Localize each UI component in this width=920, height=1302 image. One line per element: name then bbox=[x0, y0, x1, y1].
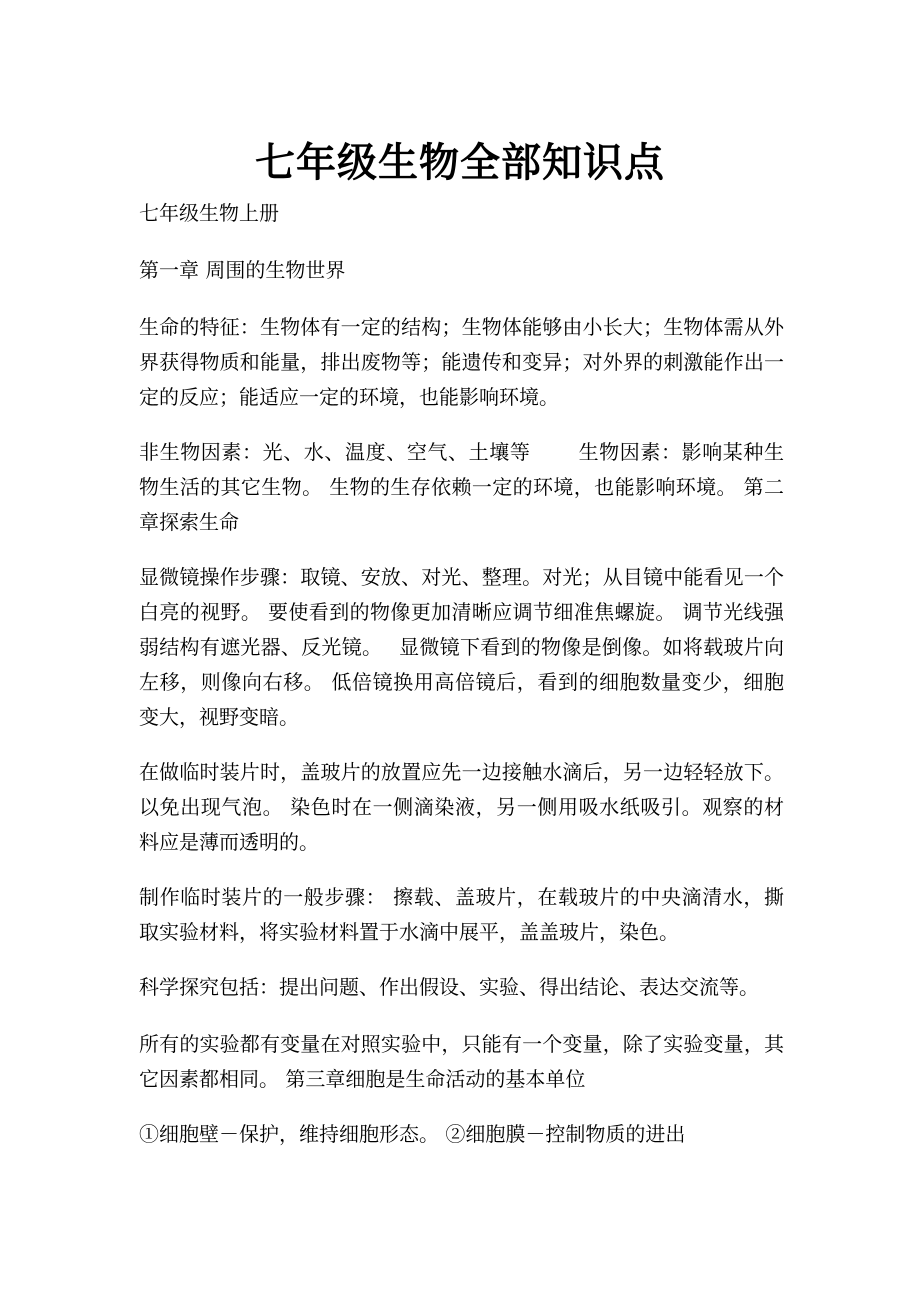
paragraph-cell-structures: ①细胞壁－保护，维持细胞形态。 ②细胞膜－控制物质的进出 bbox=[139, 1122, 686, 1146]
paragraph-scientific-inquiry: 科学探究包括：提出问题、作出假设、实验、得出结论、表达交流等。 bbox=[139, 975, 759, 999]
page-title: 七年级生物全部知识点 bbox=[255, 138, 665, 186]
paragraph-chapter-one: 第一章 周围的生物世界 bbox=[139, 258, 346, 282]
paragraph-life-characteristics: 生命的特征：生物体有一定的结构；生物体能够由小长大；生物体需从外界获得物质和能量，排出废物等；能遗传和变异；对外界的刺激能作出一定的反应；能适应一定的环境，也能影响环境。 bbox=[139, 315, 784, 409]
paragraph-variables: 所有的实验都有变量在对照实验中，只能有一个变量，除了实验变量，其它因素都相同。 第三章细胞是生命活动的基本单位 bbox=[139, 1032, 784, 1091]
document-body bbox=[139, 196, 784, 1174]
paragraph-factors: 非生物因素：光、水、温度、空气、土壤等 生物因素：影响某种生物生活的其它生物。 生物的生存依赖一定的环境，也能影响环境。 第二章探索生命 bbox=[139, 440, 784, 534]
paragraph-microscope: 显微镜操作步骤：取镜、安放、对光、整理。对光；从目镜中能看见一个白亮的视野。 要使看到的物像更加清晰应调节细准焦螺旋。 调节光线强弱结构有遮光器、反光镜。 显微镜下看到的物像是倒像。如将载玻片向左移，则像向右移。 低倍镜换用高倍镜后，看到的细胞数量变少，细胞变大，视野变暗。 bbox=[139, 565, 784, 729]
paragraph-slide-steps: 制作临时装片的一般步骤： 擦载、盖玻片，在载玻片的中央滴清水，撕取实验材料，将实验材料置于水滴中展平，盖盖玻片，染色。 bbox=[139, 885, 784, 944]
paragraph-temporary-slide: 在做临时装片时，盖玻片的放置应先一边接触水滴后，另一边轻轻放下。以免出现气泡。 染色时在一侧滴染液，另一侧用吸水纸吸引。观察的材料应是薄而透明的。 bbox=[139, 760, 784, 854]
paragraph-volume: 七年级生物上册 bbox=[139, 201, 279, 225]
